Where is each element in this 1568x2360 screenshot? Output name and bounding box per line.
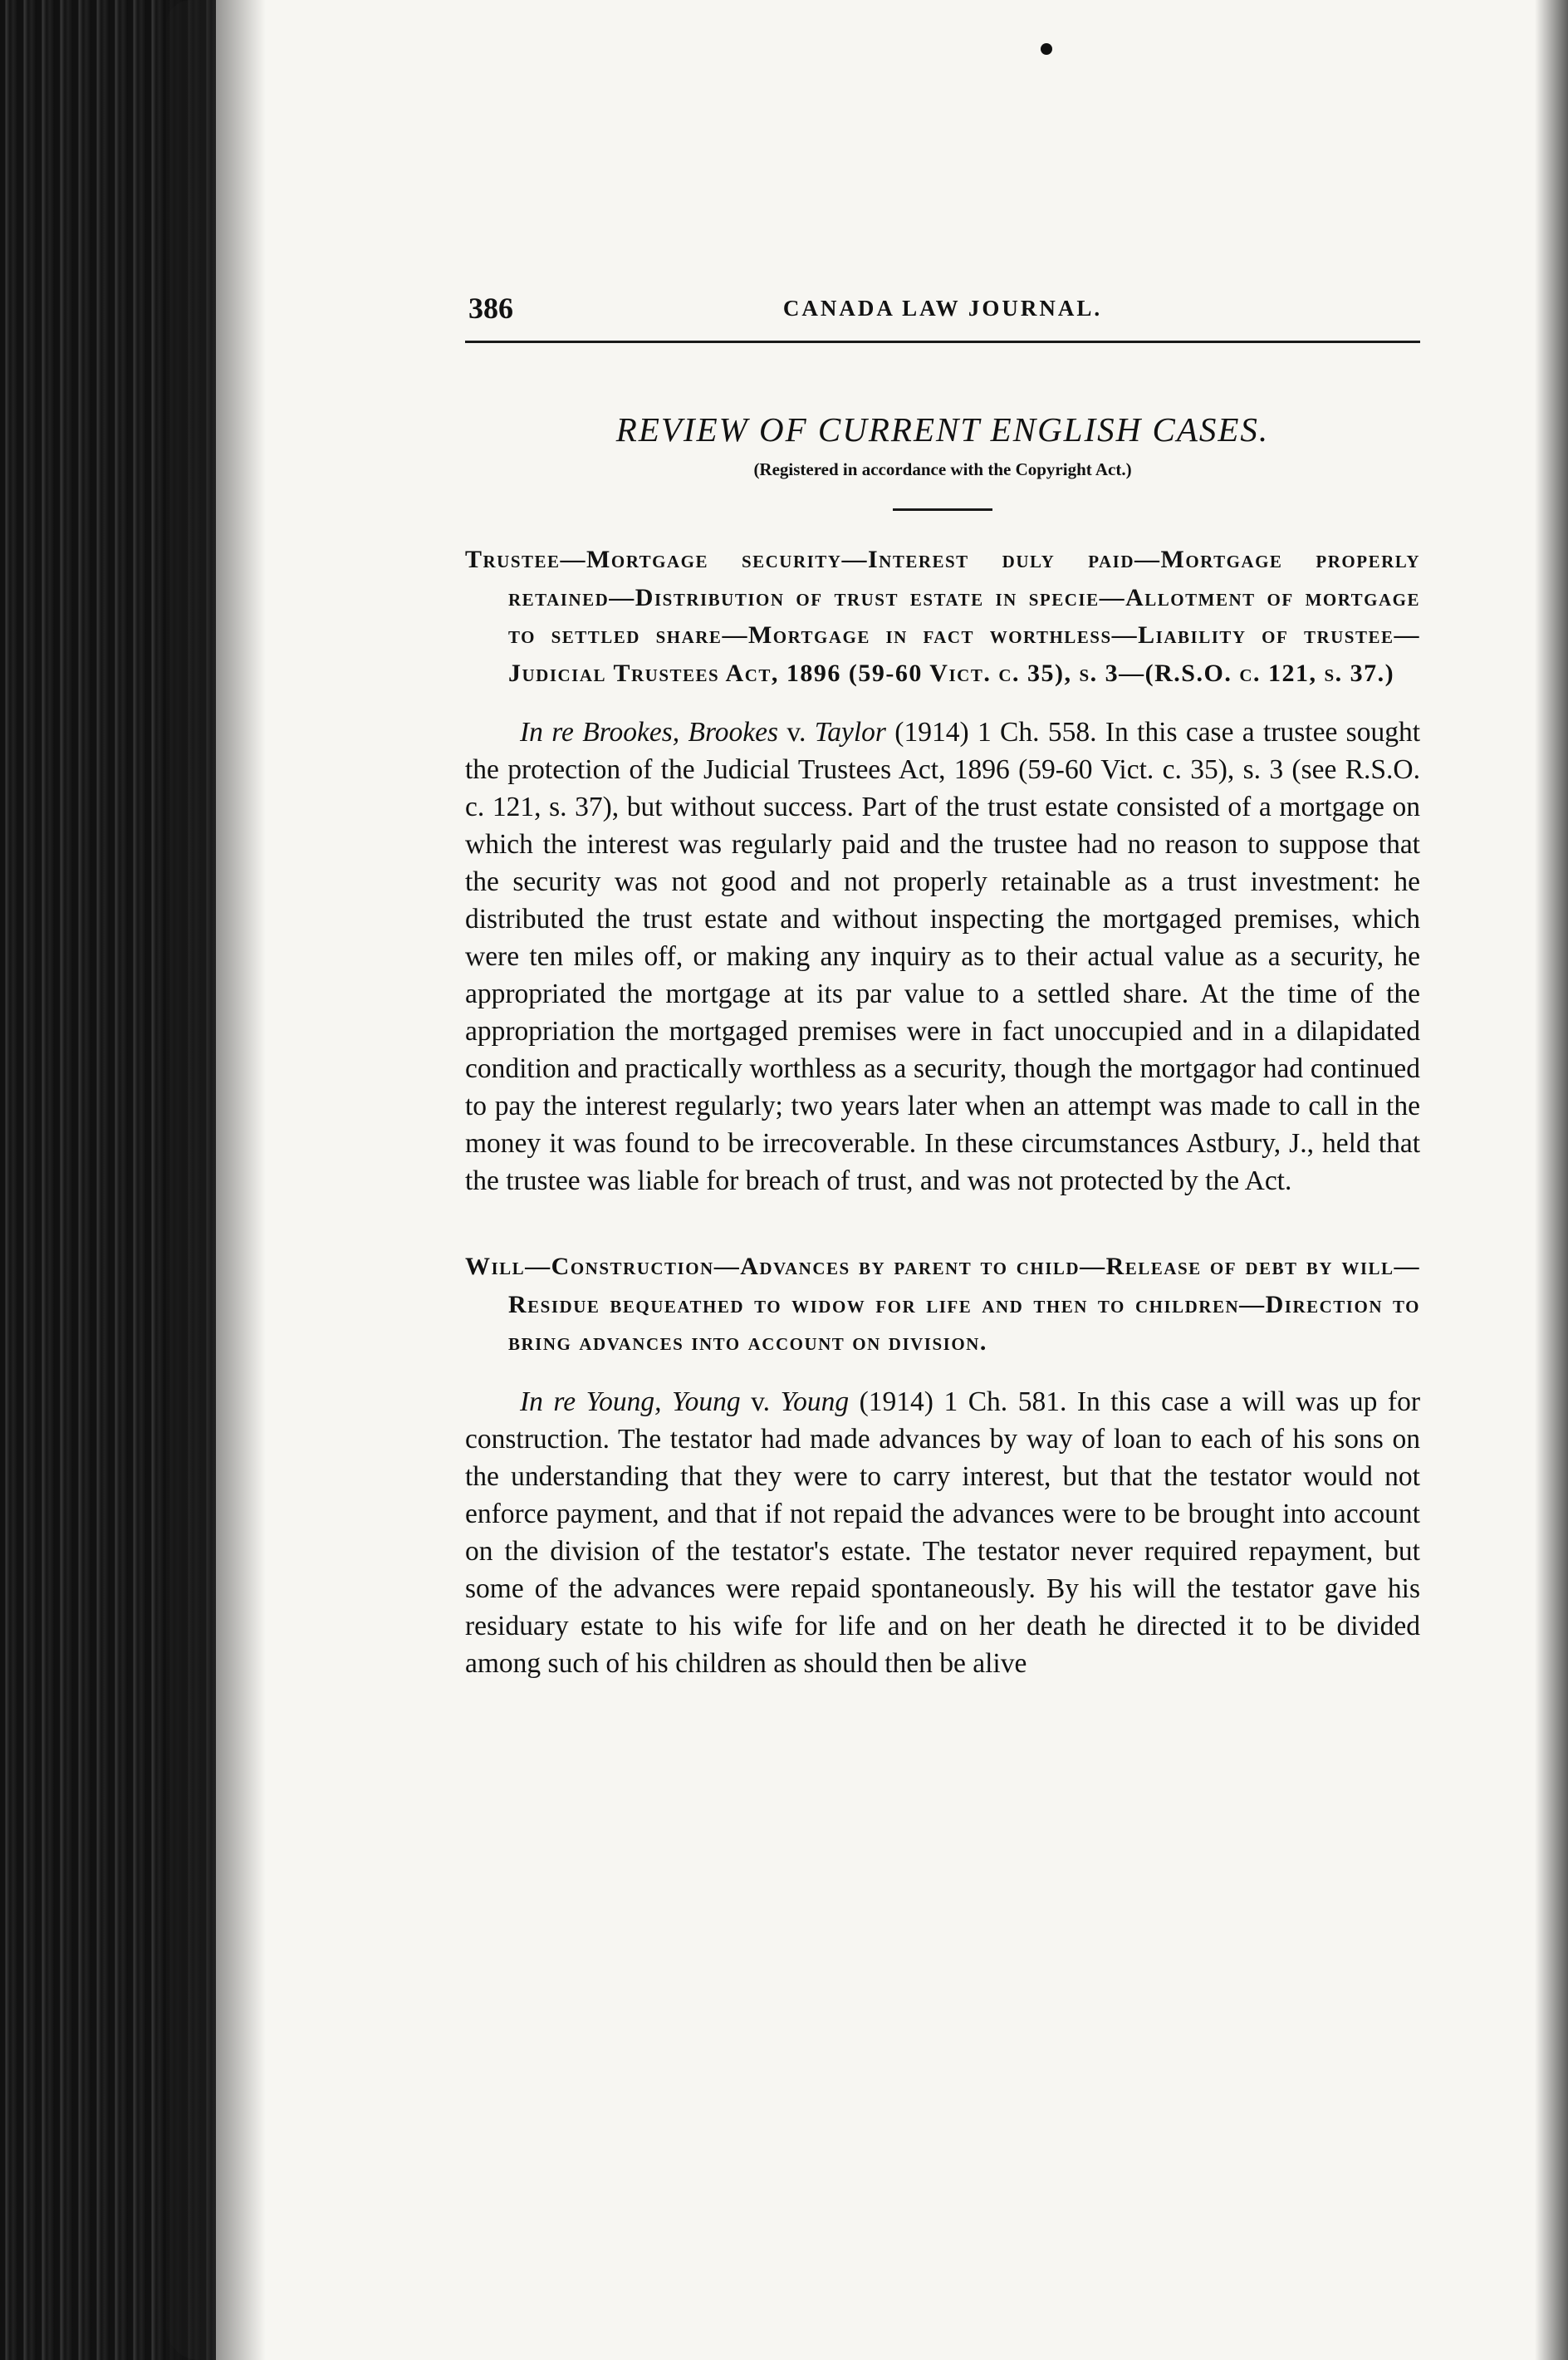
case-party: Young (780, 1386, 850, 1417)
title-rule (893, 508, 992, 511)
case-name: In re Young, Young (520, 1386, 741, 1417)
case-headnote-trustee: Trustee—Mortgage security—Interest duly paid—Mortgage properly retained—Distribution of trust estate in specie—Allotment of mortgage to settled share—Mortgage in fact worthless—Liability of trustee—Judicial Trustees Act, 1896 (59-60 Vict. c. 35), s. 3—(R.S.O. c. 121, s. 37.) (465, 546, 1420, 687)
page-number: 386 (468, 292, 513, 325)
case-party: Taylor (814, 717, 886, 748)
case-paragraph-brookes (465, 714, 1420, 1200)
case-paragraph-young (465, 1383, 1420, 1682)
page-content (465, 291, 1420, 1682)
case-body: (1914) 1 Ch. 558. In this case a trustee sought the protection of the Judicial Trustees Act, 1896 (59-60 Vict. c. 35), s. 3 (see R.S.O. c. 121, s. 37), but without success. Part of the trust estate consisted of a mortgage on which the interest was regularly paid and the trustee had no reason to suppose that the security was not good and not properly retainable as a trust investment: he distributed the trust estate and without inspecting the mortgaged premises, which were ten miles off, or making any inquiry as to their actual value as a security, he appropriated the mortgage at its par value to a settled share. At the time of the appropriation the mortgaged premises were in fact unoccupied and in a dilapidated condition and practically worthless as a security, though the mortgagor had continued to pay the interest regularly; two years later when an attempt was made to call in the money it was found to be irrecoverable. In these circumstances Astbury, J., held that the trustee was liable for breach of trust, and was not protected by the Act. (465, 717, 1421, 1196)
running-head (465, 291, 1420, 343)
case-versus: v. (778, 717, 815, 748)
case-headnote-will: Will—Construction—Advances by parent to child—Release of debt by will—Residue bequeathed to widow for life and then to children—Direction to bring advances into account on division. (465, 1253, 1420, 1356)
copyright-note: (Registered in accordance with the Copyright Act.) (753, 459, 1132, 479)
article-title: REVIEW OF CURRENT ENGLISH CASES. (615, 410, 1270, 449)
case-body: (1914) 1 Ch. 581. In this case a will was up for construction. The testator had made advances by way of loan to each of his sons on the understanding that they were to carry interest, but that the testator would not enforce payment, and that if not repaid the advances were to be brought into account on the division of the testator's estate. The testator never required repayment, but some of the advances were repaid spontaneously. By his will the testator gave his residuary estate to his wife for life and on her death he directed it to be divided among such of his children as should then be alive (465, 1386, 1420, 1679)
ink-dot (1041, 43, 1052, 55)
page-right-edge (1535, 0, 1568, 2360)
binding-shadow (166, 0, 266, 2360)
case-versus: v. (740, 1386, 781, 1417)
journal-title: CANADA LAW JOURNAL. (782, 296, 1103, 321)
case-name: In re Brookes, Brookes (520, 717, 779, 748)
